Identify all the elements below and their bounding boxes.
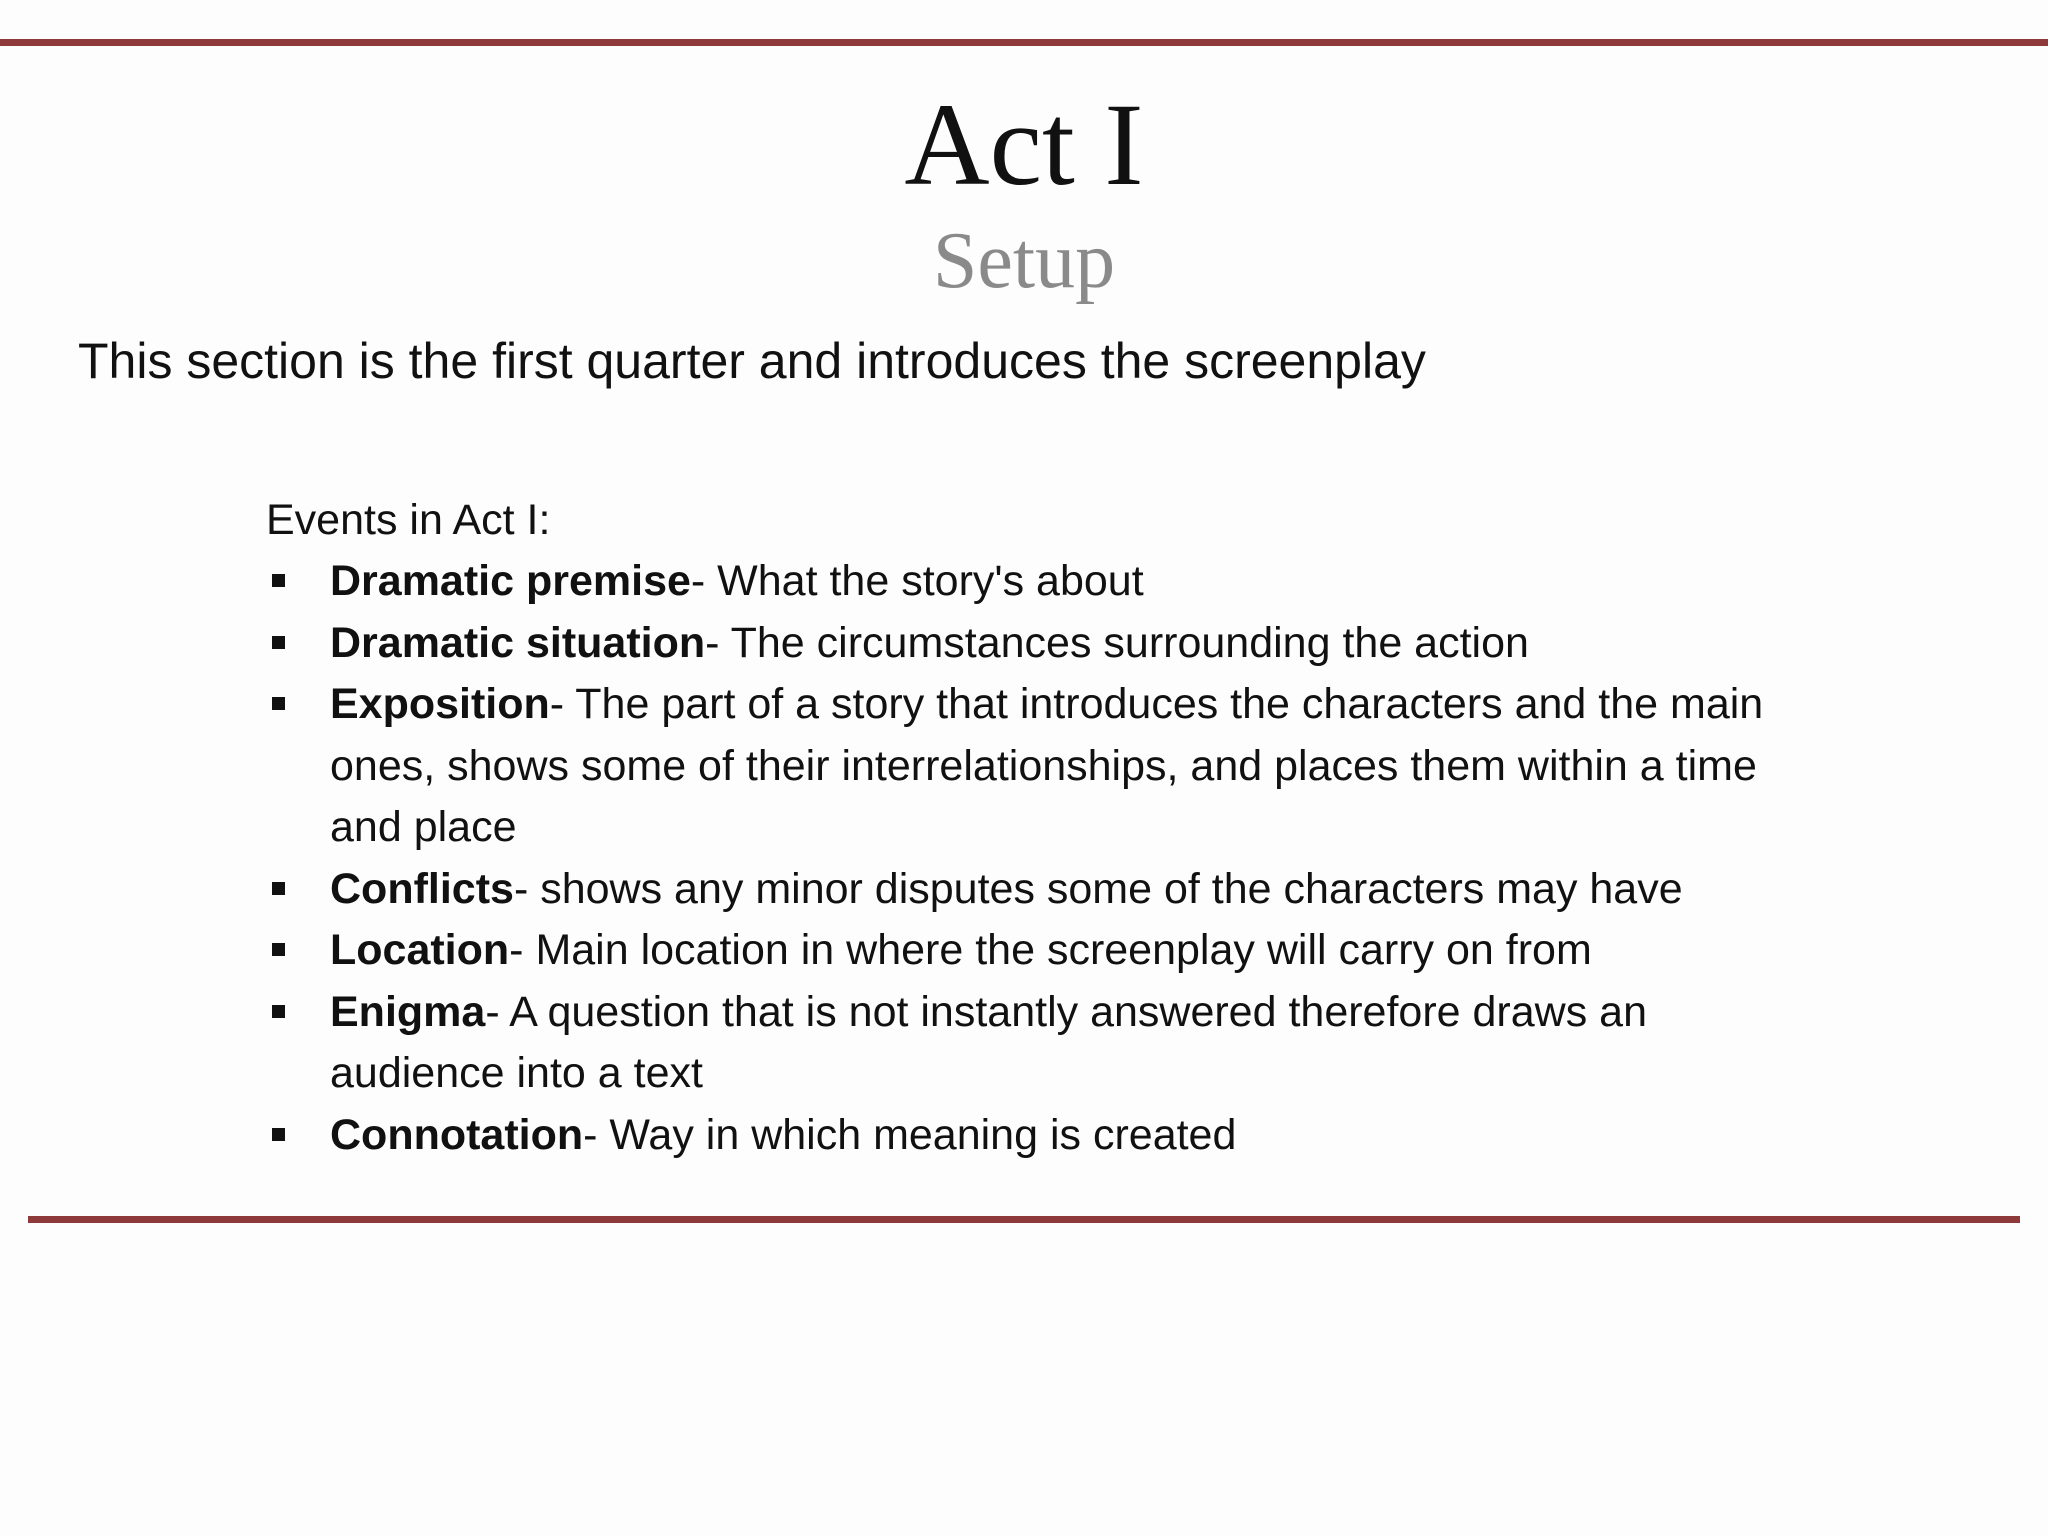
event-item [266,674,1806,859]
square-bullet-icon [272,1128,285,1141]
slide-title: Act I [904,79,1144,210]
events-section [266,489,1806,1166]
event-item [266,920,1806,982]
event-description: - The circumstances surrounding the action [705,618,1529,667]
event-description: - What the story's about [690,557,1144,605]
event-term: Location [330,926,510,974]
top-divider [0,39,2048,46]
event-term: Enigma [330,987,486,1036]
event-term: Conflicts [330,864,514,913]
slide-subtitle: Setup [932,217,1116,305]
event-description: - Main location in where the screenplay will carry on from [509,926,1592,974]
intro-text: This section is the first quarter and introduces the screenplay [78,333,1426,389]
square-bullet-icon [272,636,285,649]
event-description: - Way in which meaning is created [583,1110,1237,1159]
event-term: Dramatic situation [330,618,706,667]
event-item [266,551,1806,613]
event-item [266,613,1806,675]
event-term: Connotation [330,1110,584,1159]
event-term: Exposition [330,680,550,728]
square-bullet-icon [272,882,285,895]
events-list [266,551,1806,1166]
event-description: - A question that is not instantly answered therefore draws an audience into a text [330,987,1647,1097]
event-term: Dramatic premise [330,557,691,605]
square-bullet-icon [272,697,285,710]
event-item [266,1105,1806,1167]
bottom-divider [28,1216,2020,1223]
events-heading: Events in Act I: [266,496,551,544]
square-bullet-icon [272,1005,285,1018]
event-item [266,859,1806,921]
event-description: - shows any minor disputes some of the characters may have [513,864,1683,913]
event-item [266,982,1806,1105]
event-description: - The part of a story that introduces the characters and the main ones, shows some of their interrelationships, and places them within a time and place [330,680,1764,851]
square-bullet-icon [272,574,285,587]
square-bullet-icon [272,943,285,956]
